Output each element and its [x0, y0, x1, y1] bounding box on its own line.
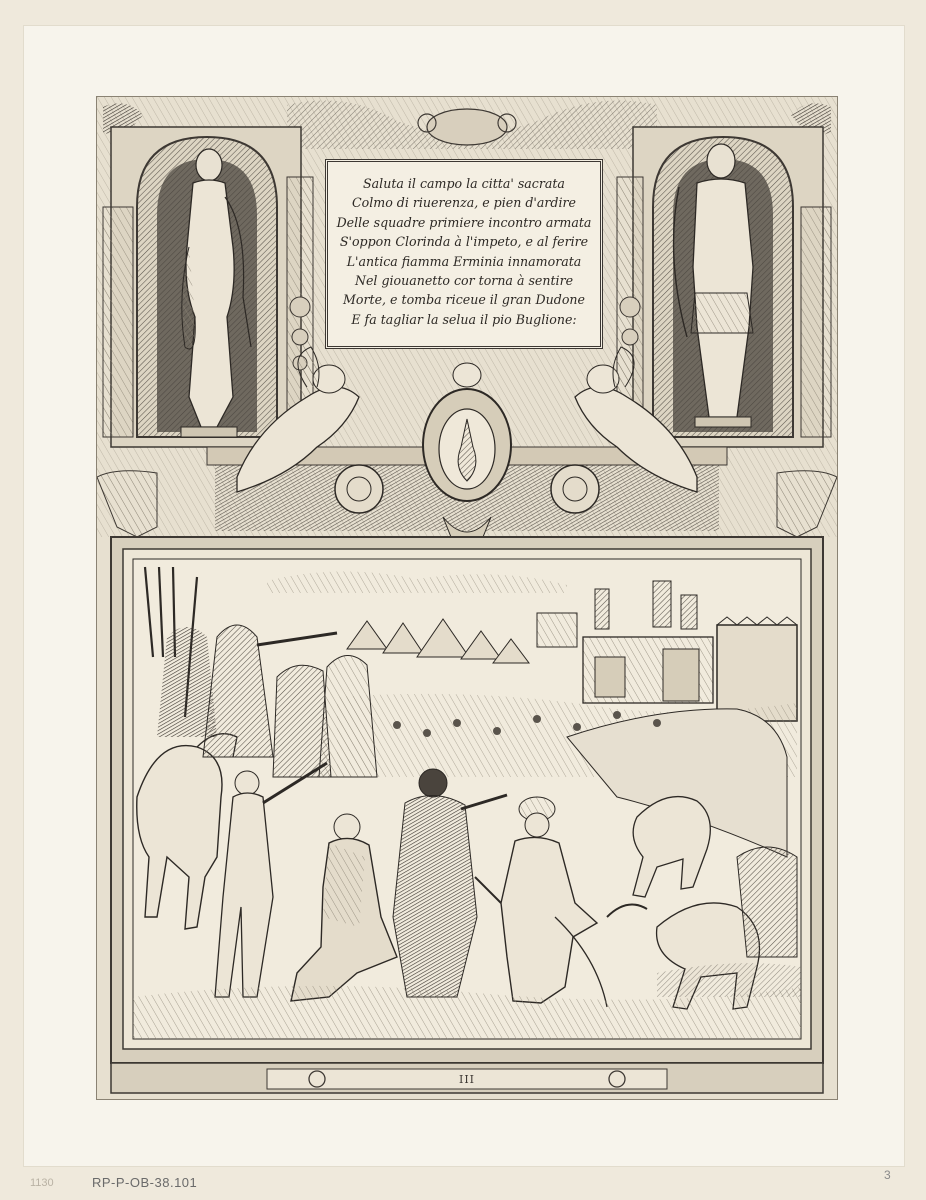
inventory-number: RP-P-OB-38.101 — [92, 1175, 198, 1190]
plate-number: III — [458, 1073, 476, 1086]
verse-cartouche — [325, 159, 603, 349]
verse-line: Colmo di riuerenza, e pien d'ardire — [352, 195, 576, 211]
verse-line: Delle squadre primiere incontro armata — [336, 214, 592, 230]
verse-line: Nel giouanetto cor torna à sentire — [354, 273, 574, 289]
verse-line: S'oppon Clorinda à l'impeto, e al ferire — [339, 234, 589, 250]
engraving-plate — [96, 96, 838, 1100]
battle-scene — [111, 537, 823, 1063]
title-verse — [336, 174, 592, 329]
verse-line: Saluta il campo la citta' sacrata — [363, 176, 565, 191]
left-niche — [103, 127, 313, 447]
page-number: 3 — [884, 1168, 891, 1182]
verse-line: L'antica fiamma Erminia innamorata — [346, 253, 582, 269]
right-niche — [617, 127, 831, 447]
verse-line: Morte, e tomba riceue il gran Dudone — [343, 292, 585, 308]
faint-mark: 1130 — [30, 1177, 54, 1189]
verse-line: E fa tagliar la selua il pio Buglione: — [351, 311, 577, 327]
